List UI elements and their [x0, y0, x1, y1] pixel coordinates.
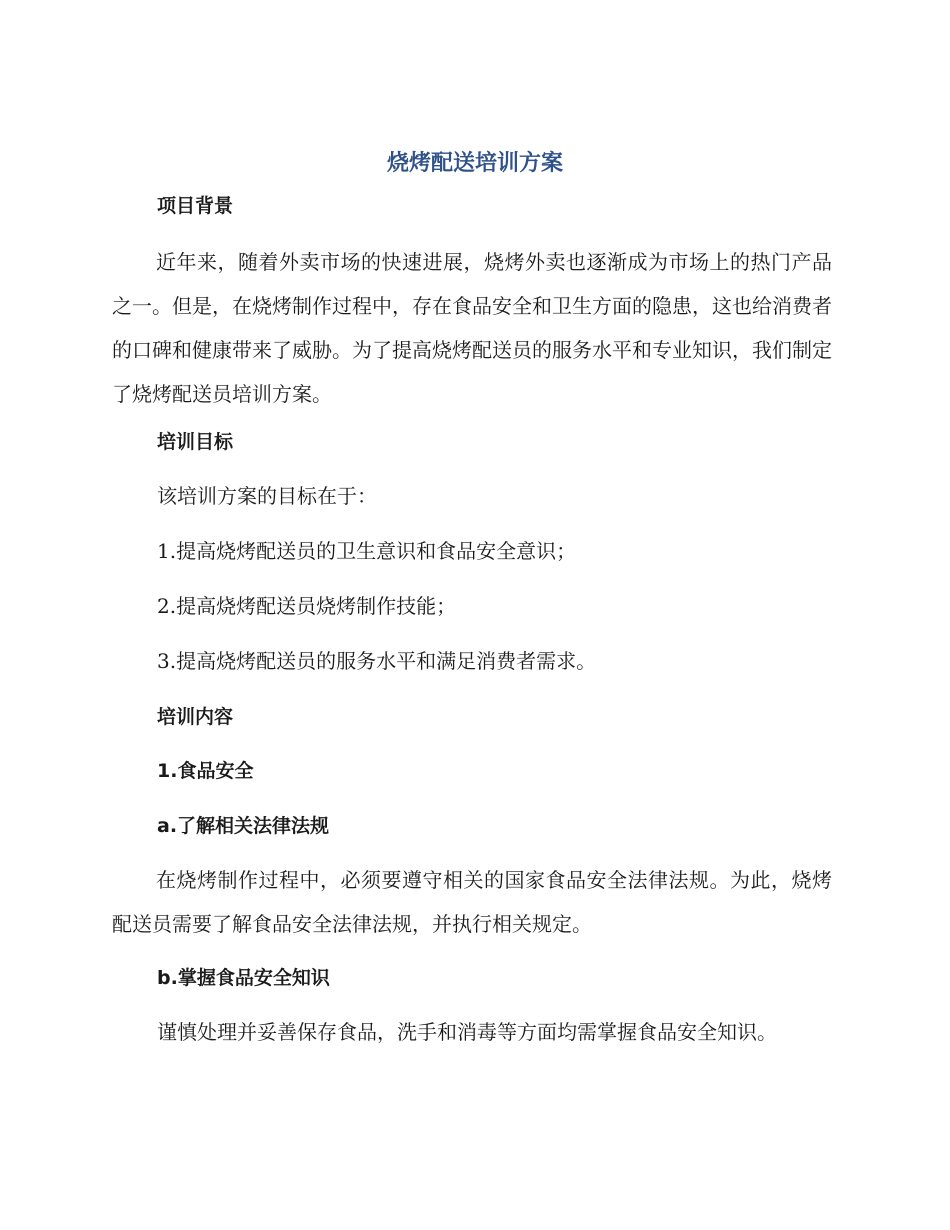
goal-item-1: 1.提高烧烤配送员的卫生意识和食品安全意识； — [157, 539, 577, 563]
paragraph-background: 近年来，随着外卖市场的快速进展，烧烤外卖也逐渐成为市场上的热门产品之一。但是，在烧烤制作过程中，存在食品安全和卫生方面的隐患，这也给消费者的口碑和健康带来了威胁。为了提高烧烤配送员的服务水平和专业知识，我们制定了烧烤配送员培训方案。 — [112, 250, 832, 406]
goal-item-3: 3.提高烧烤配送员的服务水平和满足消费者需求。 — [157, 649, 597, 673]
heading-goals: 培训目标 — [157, 431, 234, 453]
goal-intro: 该培训方案的目标在于： — [157, 484, 377, 508]
paragraph-laws: 在烧烤制作过程中，必须要遵守相关的国家食品安全法律法规。为此，烧烤配送员需要了解食品安全法律法规，并执行相关规定。 — [112, 868, 832, 936]
paragraph-knowledge: 谨慎处理并妥善保存食品，洗手和消毒等方面均需掌握食品安全知识。 — [157, 1020, 777, 1044]
heading-background: 项目背景 — [157, 195, 234, 217]
subheading-laws: a.了解相关法律法规 — [157, 815, 330, 837]
subheading-food-safety: 1.食品安全 — [157, 760, 254, 782]
heading-content: 培训内容 — [157, 706, 234, 728]
document-title: 烧烤配送培训方案 — [386, 151, 563, 176]
subheading-knowledge: b.掌握食品安全知识 — [157, 967, 330, 989]
goal-item-2: 2.提高烧烤配送员烧烤制作技能； — [157, 594, 457, 618]
